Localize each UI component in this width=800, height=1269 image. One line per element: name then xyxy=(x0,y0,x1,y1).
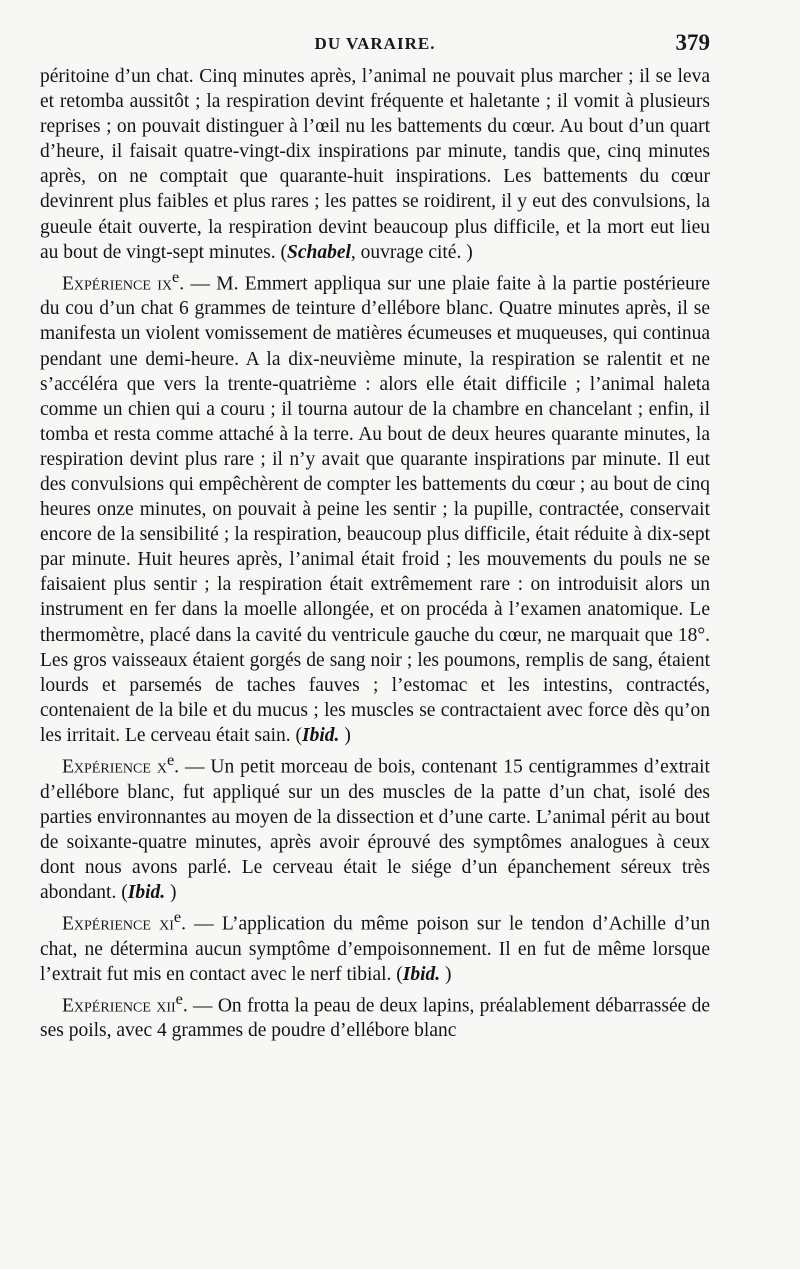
paragraph-text: . — L’application du même poison sur le tendon d’Achille d’un chat, ne détermina aucun symptôme d’empoisonnement. Il en fut de même lorsque l’extrait fut mis en contact avec le nerf tibial. ( xyxy=(40,913,711,985)
paragraph-text-end: ) xyxy=(440,963,452,985)
page-header xyxy=(40,30,710,66)
experience-ordinal-sup: e xyxy=(175,989,183,1008)
paragraph-continuation xyxy=(40,64,710,265)
citation-ibid: Ibid. xyxy=(127,882,166,903)
citation-ibid: Ibid. xyxy=(402,963,441,985)
paragraph-experience-11 xyxy=(40,905,710,987)
paragraph-text-end: ) xyxy=(165,882,177,903)
paragraph-text: . — M. Emmert appliqua sur une plaie faite à la partie postérieure du cou d’un chat 6 grammes de teinture d’ellébore blanc. Quatre minutes après, il se manifesta un violent vomissement de matières écumeuses et muqueuses, qui continua pendant une demi-heure. A la dix-neuvième minute, la respiration se ralentit et ne s’accéléra que vers la trente-quatrième : alors elle était difficile ; l’animal haleta comme un chien qui a couru ; il tourna autour de la chambre en chancelant ; enfin, il tomba et resta comme attaché à la terre. Au bout de deux heures quarante minutes, la respiration devint plus rare ; il n’y avait que quarante inspirations par minute. Il eut des convulsions qui empêchèrent de compter les battements du cœur ; au bout de cinq heures onze minutes, on pouvait à peine les sentir ; la pupille, contractée, conservait encore de la sensibilité ; la respiration, beaucoup plus difficile, était réduite à dix-sept par minute. Huit heures après, l’animal était froid ; les mouvements du pouls ne se faisaient plus sentir ; la respiration était extrêmement rare : on introduisit alors un instrument en fer dans la moelle allongée, et on procéda à l’examen anatomique. Le thermomètre, placé dans la cavité du ventricule gauche du cœur, ne marquait que 18°. Les gros vaisseaux étaient gorgés de sang noir ; les poumons, remplis de sang, étaient lourds et parsemés de taches fauves ; l’estomac et les intestins, contractés, contenaient de la bile et du mucus ; les muscles se contractaient avec force dès qu’on les irritait. Le cerveau était sain. ( xyxy=(40,273,710,746)
experience-ordinal-sup: e xyxy=(172,267,180,286)
citation-author: Schabel xyxy=(286,241,351,263)
experience-ordinal-sup: e xyxy=(166,751,175,770)
paragraph-text: . — Un petit morceau de bois, contenant 15 centigrammes d’extrait d’ellébore blanc, fut appliqué sur un des muscles de la patte d’un chat, isolé des parties environnantes au moyen de la dissection et d’une carte. L’animal périt au bout de soixante-quatre minutes, après avoir éprouvé des symptômes analogues à ceux dont nous avons parlé. Le cerveau était le siége d’un épanchement séreux très abondant. ( xyxy=(40,756,710,903)
experience-label: Expérience xi xyxy=(62,913,174,935)
experience-ordinal-sup: e xyxy=(173,908,182,927)
paragraph-text: . — On frotta la peau de deux lapins, préalablement débarrassée de ses poils, avec 4 grammes de poudre d’ellébore blanc xyxy=(40,995,710,1042)
paragraph-experience-9 xyxy=(40,265,710,748)
paragraph-experience-12 xyxy=(40,987,710,1044)
page-number: 379 xyxy=(675,30,710,55)
paragraph-text-end: ) xyxy=(339,724,351,746)
citation-ibid: Ibid. xyxy=(302,724,340,746)
paragraph-text-end: , ouvrage cité. ) xyxy=(350,241,473,263)
paragraph-experience-10 xyxy=(40,748,710,905)
experience-label: Expérience xii xyxy=(62,995,176,1017)
running-title: DU VARAIRE. xyxy=(314,34,436,53)
experience-label: Expérience ix xyxy=(62,273,173,295)
page-body xyxy=(40,64,710,1044)
experience-label: Expérience x xyxy=(62,756,167,778)
paragraph-text: péritoine d’un chat. Cinq minutes après, l’animal ne pouvait plus marcher ; il se leva et retomba aussitôt ; la respiration devint fréquente et haletante ; il vomit à plusieurs reprises ; on pouvait distinguer à l’œil nu les battements du cœur. Au bout d’un quart d’heure, il faisait quatre-vingt-dix inspirations par minute, tandis que, cinq minutes après, on ne comptait que quarante-huit inspirations. Les battements du cœur devinrent plus faibles et plus rares ; les pattes se roidirent, il y eut des convulsions, la gueule était ouverte, la respiration devint beaucoup plus difficile, et la mort eut lieu au bout de vingt-sept minutes. ( xyxy=(40,66,710,263)
